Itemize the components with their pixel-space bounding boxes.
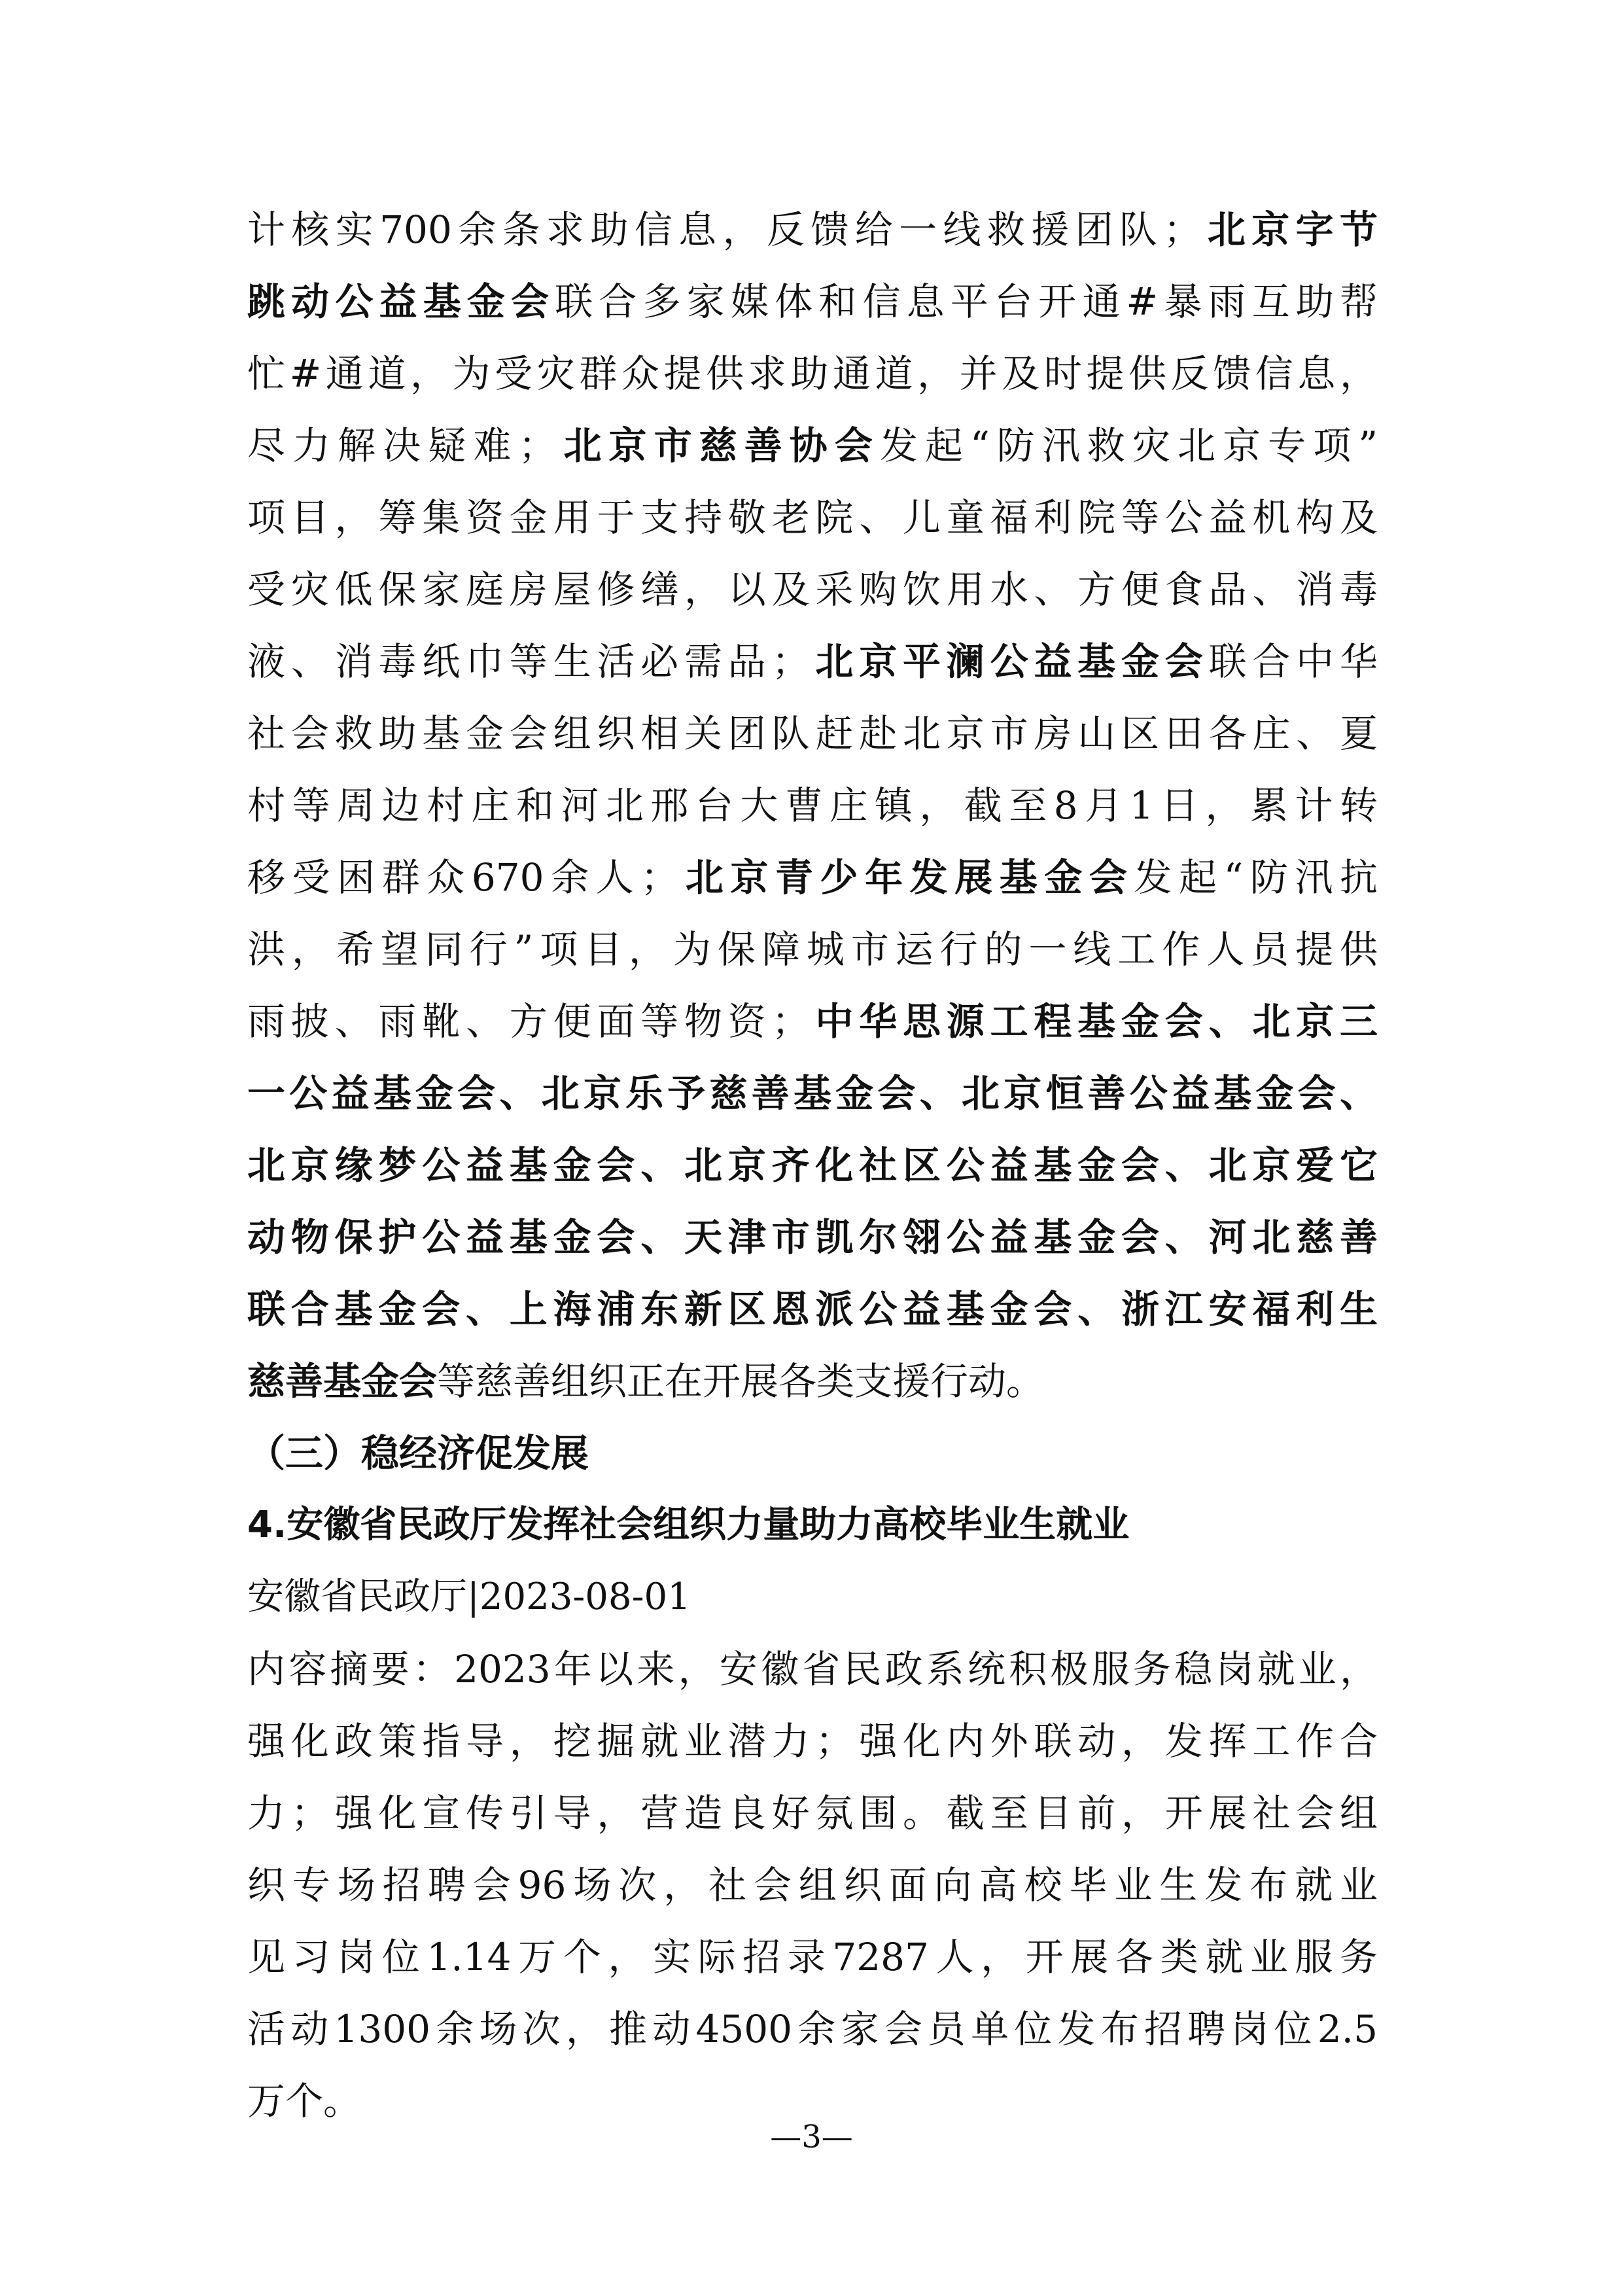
text-run: 发起“防汛抗 [1134,855,1378,900]
paragraph-line [247,626,1378,698]
paragraph-line [247,913,1378,985]
text-run: 忙#通道，为受灾群众提供求助通道，并及时提供反馈信息， [247,351,1378,396]
paragraph-line [247,266,1378,338]
bold-text-run: 一公益基金会、北京乐予慈善基金会、北京恒善公益基金会、 [247,1071,1378,1116]
article-title: 4.安徽省民政厅发挥社会组织力量助力高校毕业生就业 [247,1504,1130,1546]
bold-text-run: 联合基金会、上海浦东新区恩派公益基金会、浙江安福利生 [247,1287,1378,1332]
paragraph-line [247,769,1378,841]
paragraph-line [247,554,1378,626]
bold-text-run: 北京缘梦公益基金会、北京齐化社区公益基金会、北京爱它 [247,1143,1378,1188]
paragraph-line [247,1057,1378,1129]
paragraph-line [247,698,1378,769]
paragraph-line [247,482,1378,554]
bold-text-run: 动物保护公益基金会、天津市凯尔翎公益基金会、河北慈善 [247,1215,1378,1260]
paragraph-line [247,338,1378,410]
bold-text-run: 北京字节 [1201,207,1378,252]
paragraph-line [247,1345,1378,1417]
paragraph-line [247,410,1378,482]
document-body [247,194,1378,2137]
text-run: 移受困群众670余人； [247,855,679,900]
paragraph-line [247,1273,1378,1345]
text-run: 液、消毒纸巾等生活必需品； [247,639,810,684]
text-run: 联合多家媒体和信息平台开通#暴雨互助帮 [555,279,1378,324]
summary-line: 见习岗位1.14万个，实际招录7287人，开展各类就业服务 [247,1935,1378,1979]
bold-text-run: 慈善基金会 [247,1359,438,1404]
text-run: 联合中华 [1208,639,1378,684]
paragraph-line [247,194,1378,266]
bold-text-run: 北京市慈善协会 [556,423,880,468]
summary-line: 力；强化宣传引导，营造良好氛围。截至目前，开展社会组 [247,1791,1378,1835]
summary-line: 活动1300余场次，推动4500余家会员单位发布招聘岗位2.5 [247,2007,1378,2051]
page-number: —3— [770,2119,853,2155]
summary-line: 强化政策指导，挖掘就业潜力；强化内外联动，发挥工作合 [247,1719,1378,1763]
paragraph-line [247,841,1378,913]
paragraph-line [247,1201,1378,1273]
text-run: 村等周边村庄和河北邢台大曹庄镇，截至8月1日，累计转 [247,783,1378,828]
text-run: 雨披、雨靴、方便面等物资； [247,999,810,1044]
section-heading: （三）稳经济促发展 [247,1431,589,1475]
bold-text-run: 北京青少年发展基金会 [678,855,1134,900]
bold-text-run: 跳动公益基金会 [247,279,555,324]
text-run: 等慈善组织正在开展各类支援行动。 [437,1359,1045,1404]
text-run: 发起“防汛救灾北京专项” [879,423,1378,468]
summary-line: 织专场招聘会96场次，社会组织面向高校毕业生发布就业 [247,1863,1378,1907]
text-run: 尽力解决疑难； [247,423,557,468]
text-run: 计核实700余条求助信息，反馈给一线救援团队； [247,207,1202,252]
paragraph-line [247,1129,1378,1201]
summary-line: 万个。 [247,2079,362,2123]
text-run: 项目，筹集资金用于支持敬老院、儿童福利院等公益机构及 [247,495,1378,540]
article-summary [247,1633,1378,2137]
summary-line: 内容摘要：2023年以来，安徽省民政系统积极服务稳岗就业， [247,1647,1378,1691]
bold-text-run: 北京平澜公益基金会 [809,639,1209,684]
paragraph-line [247,985,1378,1057]
text-run: 洪，希望同行”项目，为保障城市运行的一线工作人员提供 [247,927,1378,972]
text-run: 受灾低保家庭房屋修缮，以及采购饮用水、方便食品、消毒 [247,567,1378,612]
paragraph [247,194,1378,1417]
bold-text-run: 中华思源工程基金会、北京三 [809,999,1378,1044]
text-run: 社会救助基金会组织相关团队赶赴北京市房山区田各庄、夏 [247,711,1378,756]
article-source: 安徽省民政厅|2023-08-01 [247,1576,691,1618]
